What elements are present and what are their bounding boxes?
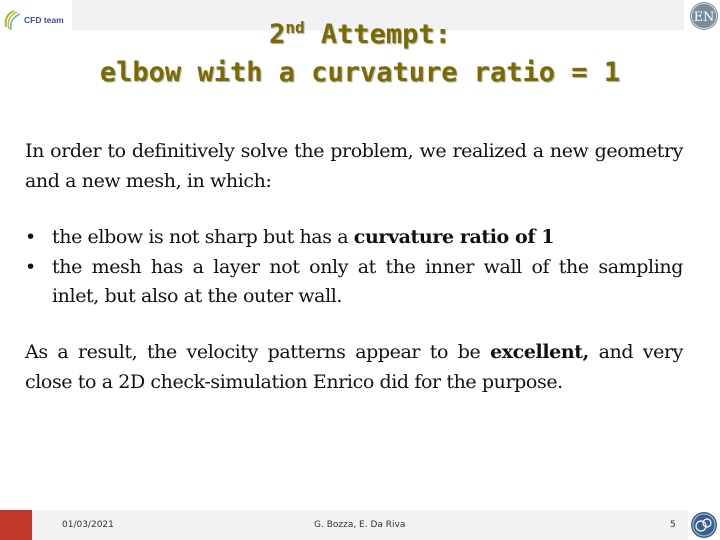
result-paragraph: As a result, the velocity patterns appear to be excellent, and very close to a 2D check-simulation Enrico did for the purpose. [25, 341, 683, 393]
title-ordinal-suffix: nd [285, 18, 305, 37]
bullet-text: the mesh has a layer not only at the inner wall of the sampling inlet, but also at the outer wall. [52, 255, 683, 307]
bullet-item [25, 223, 683, 253]
result-bold-text: excellent, [490, 341, 589, 363]
footer-date: 01/03/2021 [62, 520, 114, 530]
en-badge-text: EN [693, 10, 715, 25]
title-number: 2 [269, 19, 286, 50]
title-attempt: Attempt: [304, 19, 451, 50]
intro-paragraph: In order to definitively solve the problem, we realized a new geometry and a new mesh, in which: [25, 140, 683, 192]
cfd-logo-text: CFD team [24, 15, 64, 25]
bullet-item [25, 253, 683, 312]
footer-authors: G. Bozza, E. Da Riva [314, 520, 406, 530]
bullet-bold-text: curvature ratio of 1 [353, 226, 555, 248]
page-number: 5 [670, 520, 676, 530]
bullet-marker: • [25, 255, 36, 278]
title-line-1 [20, 16, 700, 54]
bullet-marker: • [25, 226, 36, 248]
footer-accent-block [0, 510, 32, 540]
bullet-text: the elbow is not sharp but has a curvature ratio of 1 [52, 226, 555, 248]
bullet-list [25, 223, 683, 312]
cern-logo [690, 511, 718, 539]
title-line-2: elbow with a curvature ratio = 1 [99, 57, 621, 88]
slide-title [20, 16, 700, 92]
